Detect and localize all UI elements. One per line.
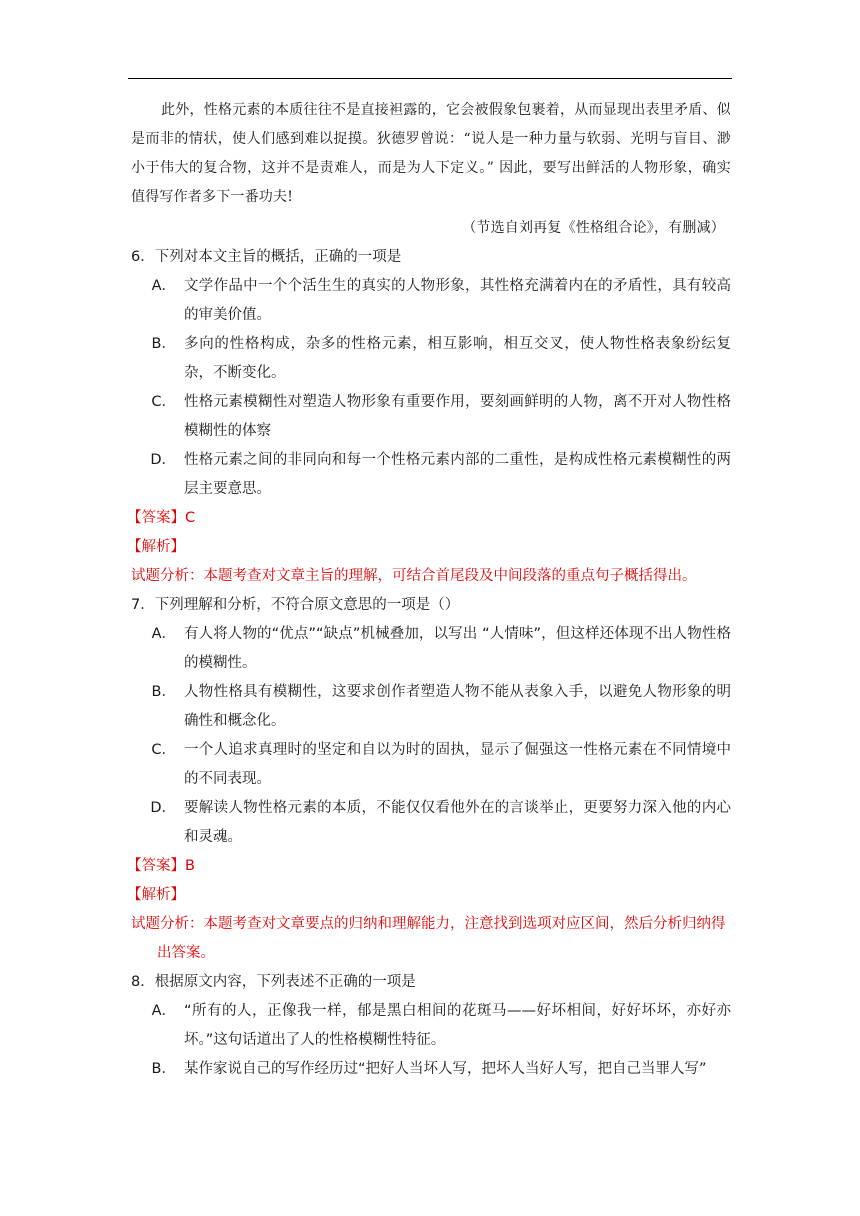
question-7-stem: 7．下列理解和分析，不符合原文意思的一项是（） xyxy=(131,597,460,613)
question-8-option-a xyxy=(131,997,731,1055)
option-letter: C． xyxy=(151,742,176,758)
question-7-answer: 【答案】B xyxy=(127,858,195,874)
option-letter: C． xyxy=(151,394,176,410)
option-text: 要解读人物性格元素的本质，不能仅仅看他外在的言谈举止，更要努力深入他的内心和灵魂。 xyxy=(184,800,731,845)
option-text: 性格元素之间的非同向和每一个性格元素内部的二重性，是构成性格元素模糊性的两层主要意思。 xyxy=(184,452,731,497)
question-6-option-d xyxy=(131,446,731,504)
option-text: 有人将人物的“优点”“缺点”机械叠加，以写出 “人情味”，但这样还体现不出人物性格的模糊性。 xyxy=(184,626,731,671)
option-text: “所有的人，正像我一样，郁是黑白相间的花斑马——好坏相间，好好坏坏，亦好亦坏。”这句话道出了人的性格模糊性特征。 xyxy=(184,1003,731,1048)
document-body xyxy=(127,96,731,1084)
option-letter: A． xyxy=(151,1003,176,1019)
question-6-stem: 6．下列对本文主旨的概括，正确的一项是 xyxy=(131,249,402,265)
question-8-stem: 8．根据原文内容，下列表述不正确的一项是 xyxy=(131,974,416,990)
question-6-analysis-label: 【解析】 xyxy=(127,539,185,555)
option-letter: D． xyxy=(150,800,176,816)
question-6-analysis: 试题分析：本题考查对文章主旨的理解，可结合首尾段及中间段落的重点句子概括得出。 xyxy=(131,568,697,584)
question-7-option-b xyxy=(131,678,731,736)
option-text: 某作家说自己的写作经历过“把好人当坏人写，把坏人当好人写，把自己当罪人写” xyxy=(184,1061,707,1077)
question-7-analysis: 试题分析：本题考查对文章要点的归纳和理解能力，注意找到选项对应区间，然后分析归纳得出答案。 xyxy=(131,916,726,961)
option-text: 性格元素模糊性对塑造人物形象有重要作用，要刻画鲜明的人物，离不开对人物性格模糊性的体察 xyxy=(184,394,731,439)
question-7-analysis-label: 【解析】 xyxy=(127,887,185,903)
option-text: 一个人追求真理时的坚定和自以为时的固执，显示了倔强这一性格元素在不同情境中的不同表现。 xyxy=(184,742,731,787)
option-letter: B． xyxy=(151,1061,176,1077)
option-text: 人物性格具有模糊性，这要求创作者塑造人物不能从表象入手，以避免人物形象的明确性和概念化。 xyxy=(184,684,731,729)
question-6-option-c xyxy=(131,388,731,446)
option-letter: A． xyxy=(151,278,176,294)
option-letter: B． xyxy=(151,336,176,352)
passage-source: （节选自刘再复《性格组合论》，有删减） xyxy=(462,220,725,236)
question-7-option-a xyxy=(131,620,731,678)
question-8-option-b xyxy=(131,1055,731,1084)
header-rule xyxy=(128,78,732,79)
option-letter: A． xyxy=(151,626,176,642)
option-letter: B． xyxy=(151,684,176,700)
question-6-answer: 【答案】C xyxy=(127,510,196,526)
option-letter: D． xyxy=(150,452,176,468)
question-6-option-a xyxy=(131,272,731,330)
passage-paragraph: 此外，性格元素的本质往往不是直接袒露的，它会被假象包裹着，从而显现出表里矛盾、似是而非的情状，使人们感到难以捉摸。狄德罗曾说：“说人是一种力量与软弱、光明与盲目、渺小于伟大的复合物，这并不是责难人，而是为人下定义。” 因此，要写出鲜活的人物形象，确实值得写作者多下一番功夫! xyxy=(131,102,731,205)
question-7-option-d xyxy=(131,794,731,852)
question-7-option-c xyxy=(131,736,731,794)
question-6-option-b xyxy=(131,330,731,388)
option-text: 文学作品中一个个活生生的真实的人物形象，其性格充满着内在的矛盾性，具有较高的审美价值。 xyxy=(184,278,731,323)
option-text: 多向的性格构成，杂多的性格元素，相互影响，相互交叉，使人物性格表象纷纭复杂，不断变化。 xyxy=(184,336,731,381)
